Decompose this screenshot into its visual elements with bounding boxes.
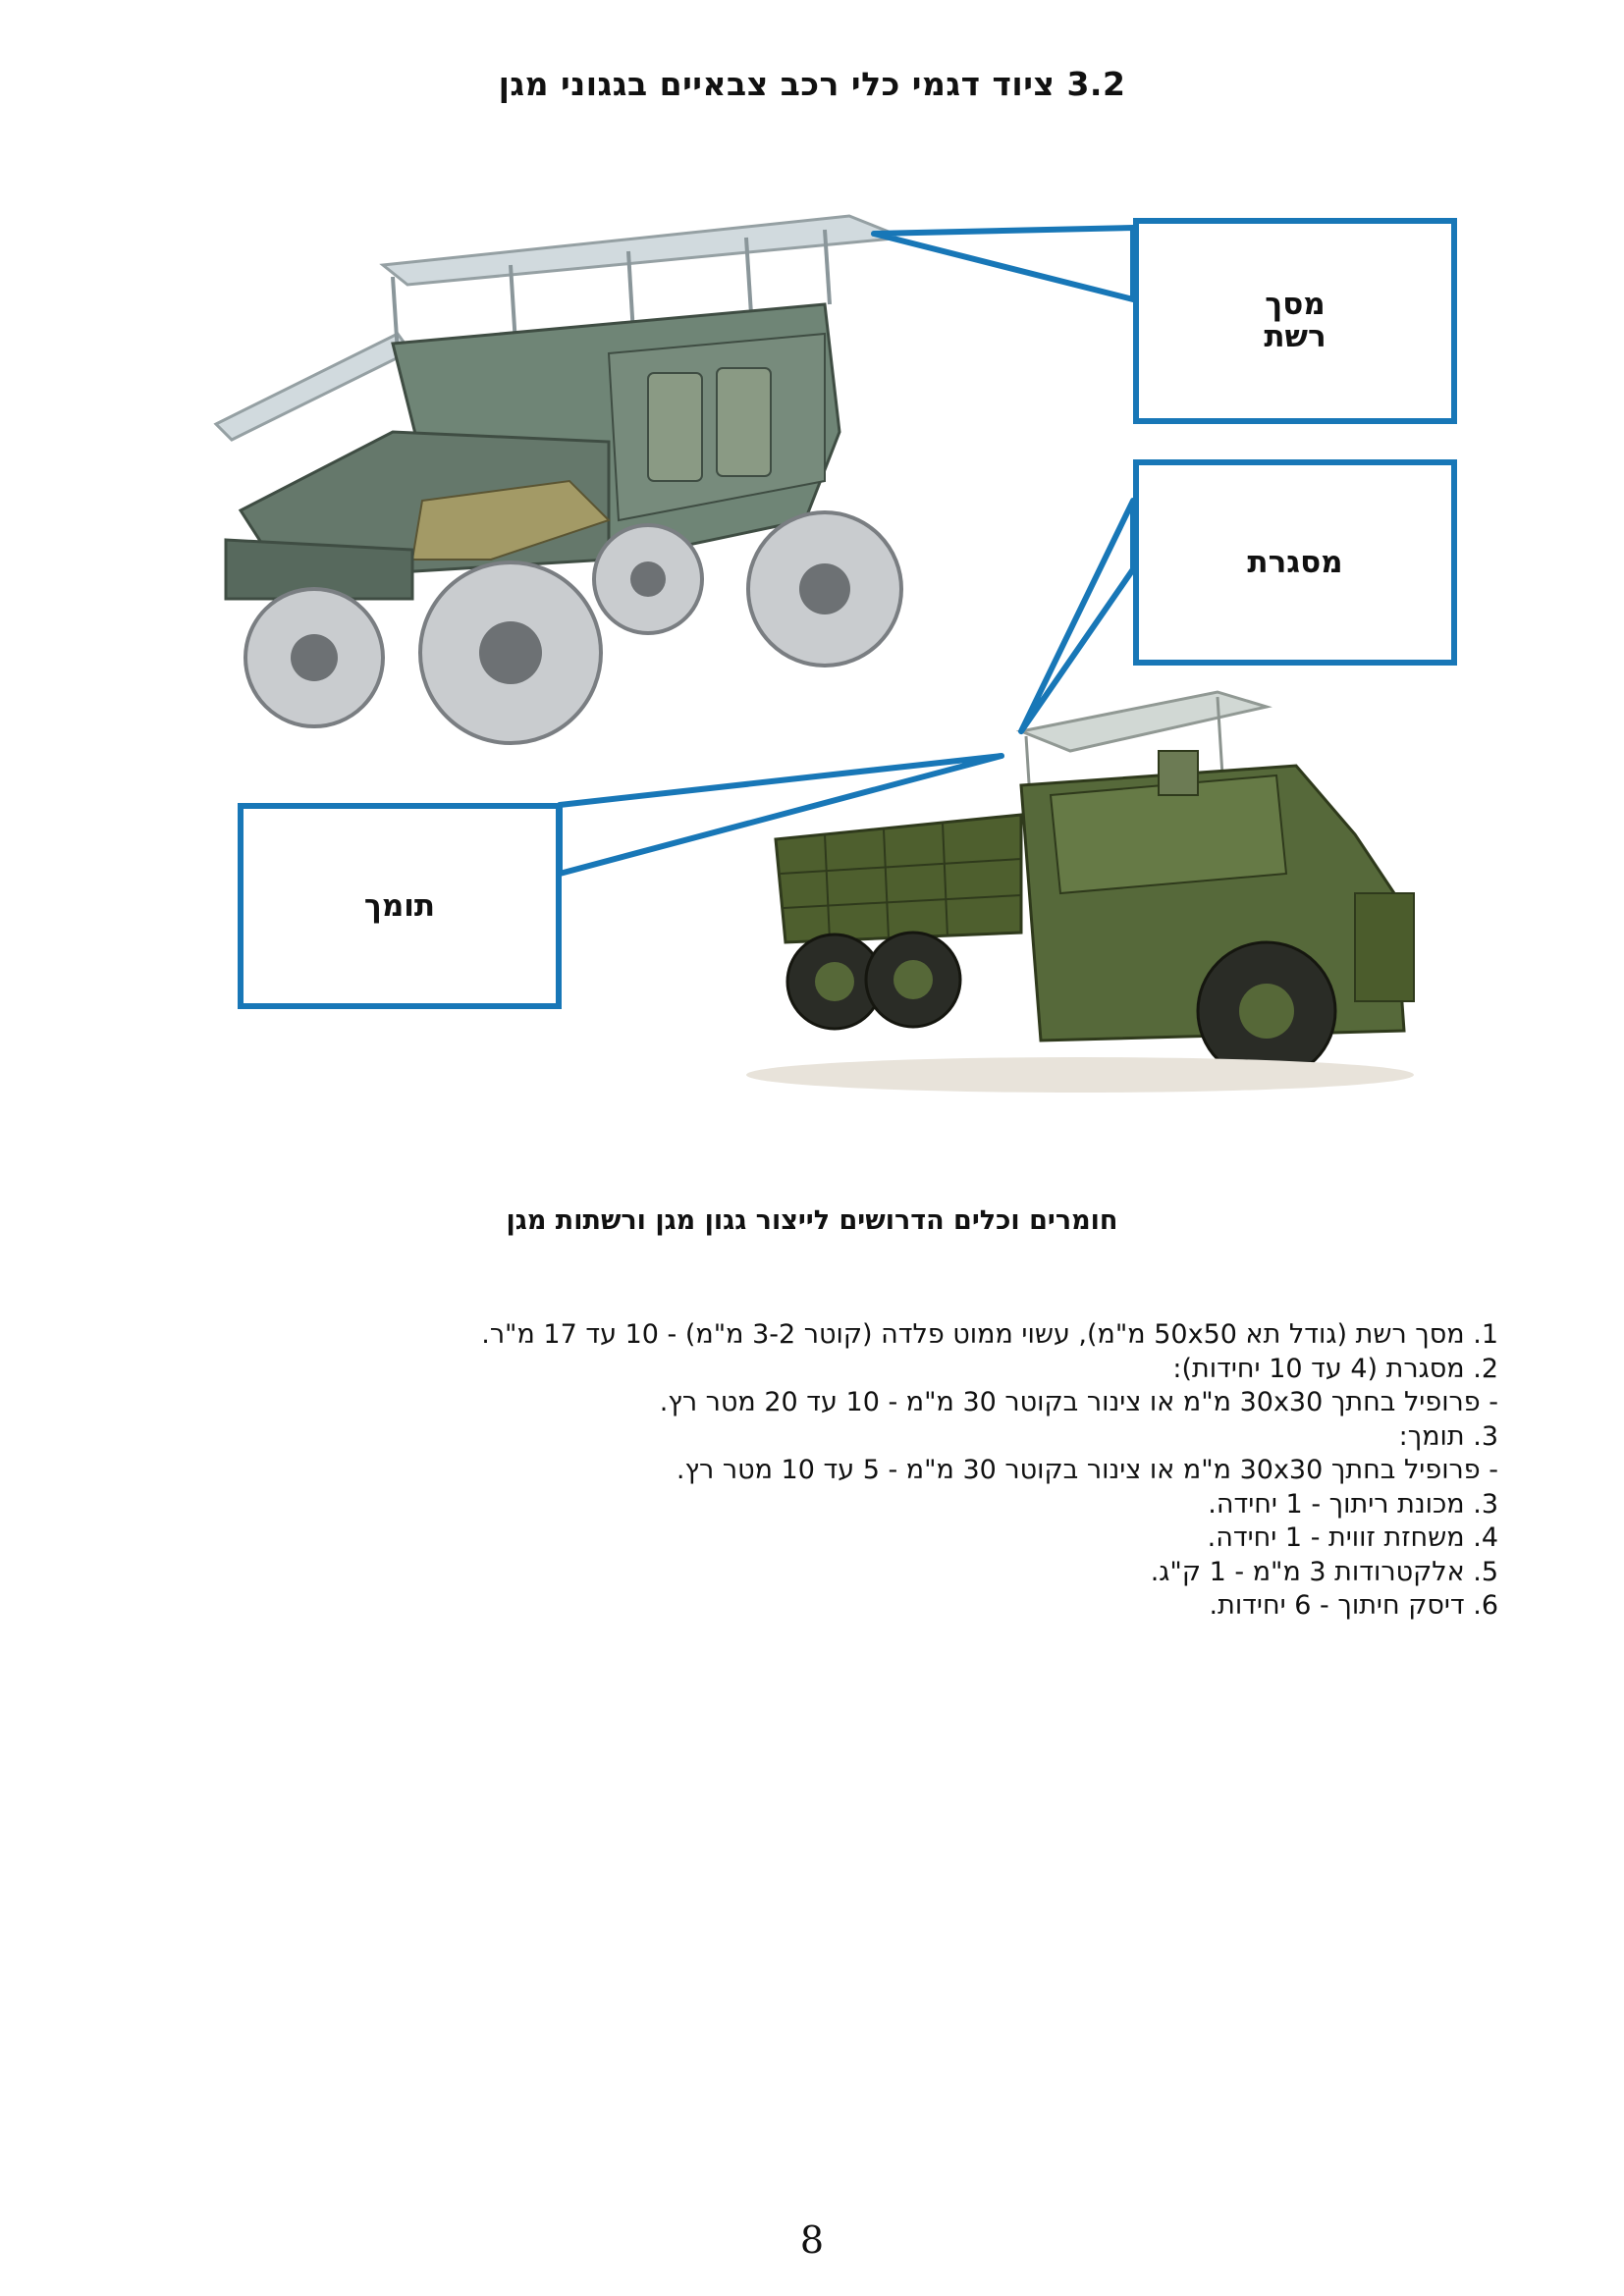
- page-title: 3.2 ציוד דגמי כלי רכב צבאיים בגגוני מגן: [498, 65, 1126, 103]
- callout-support: [238, 803, 562, 1009]
- list-item: 3. מכונת ריתוך - 1 יחידה.: [1208, 1488, 1498, 1520]
- callout-net-screen: [1133, 218, 1457, 424]
- list-item: 2. מסגרת (4 עד 10 יחידות):: [1172, 1353, 1498, 1384]
- cargo-truck-image: [746, 692, 1414, 1093]
- list-item: 3. תומך:: [1398, 1420, 1498, 1452]
- list-item: - פרופיל בחתך 30x30 מ"מ או צינור בקוטר 30 מ"מ - 10 עד 20 מטר רץ.: [659, 1387, 1498, 1417]
- list-item: 5. אלקטרודות 3 מ"מ - 1 ק"ג.: [1150, 1556, 1498, 1587]
- list-item: 1. מסך רשת (גודל תא 50x50 מ"מ), עשוי ממוט פלדה (קוטר 3-2 מ"מ) - 10 עד 17 מ"ר.: [481, 1319, 1498, 1350]
- page-number: 8: [799, 2218, 825, 2262]
- callout-frame: [1133, 459, 1457, 666]
- armored-vehicle-image: [216, 216, 903, 743]
- section-heading: חומרים וכלים הדרושים לייצור גגון מגן ורשתות מגן: [506, 1205, 1118, 1236]
- list-item: 6. דיסק חיתוך - 6 יחידות.: [1209, 1590, 1498, 1621]
- list-item: 4. משחזת זווית - 1 יחידה.: [1207, 1522, 1498, 1553]
- materials-list: [222, 1318, 1498, 1624]
- list-item: - פרופיל בחתך 30x30 מ"מ או צינור בקוטר 30 מ"מ - 5 עד 10 מטר רץ.: [676, 1455, 1498, 1485]
- callout-support-label: תומך: [363, 887, 436, 924]
- callout-net-screen-label: מסך רשת: [1264, 287, 1326, 354]
- vehicle-figure: [196, 187, 1512, 1104]
- callout-frame-label: מסגרת: [1247, 544, 1343, 580]
